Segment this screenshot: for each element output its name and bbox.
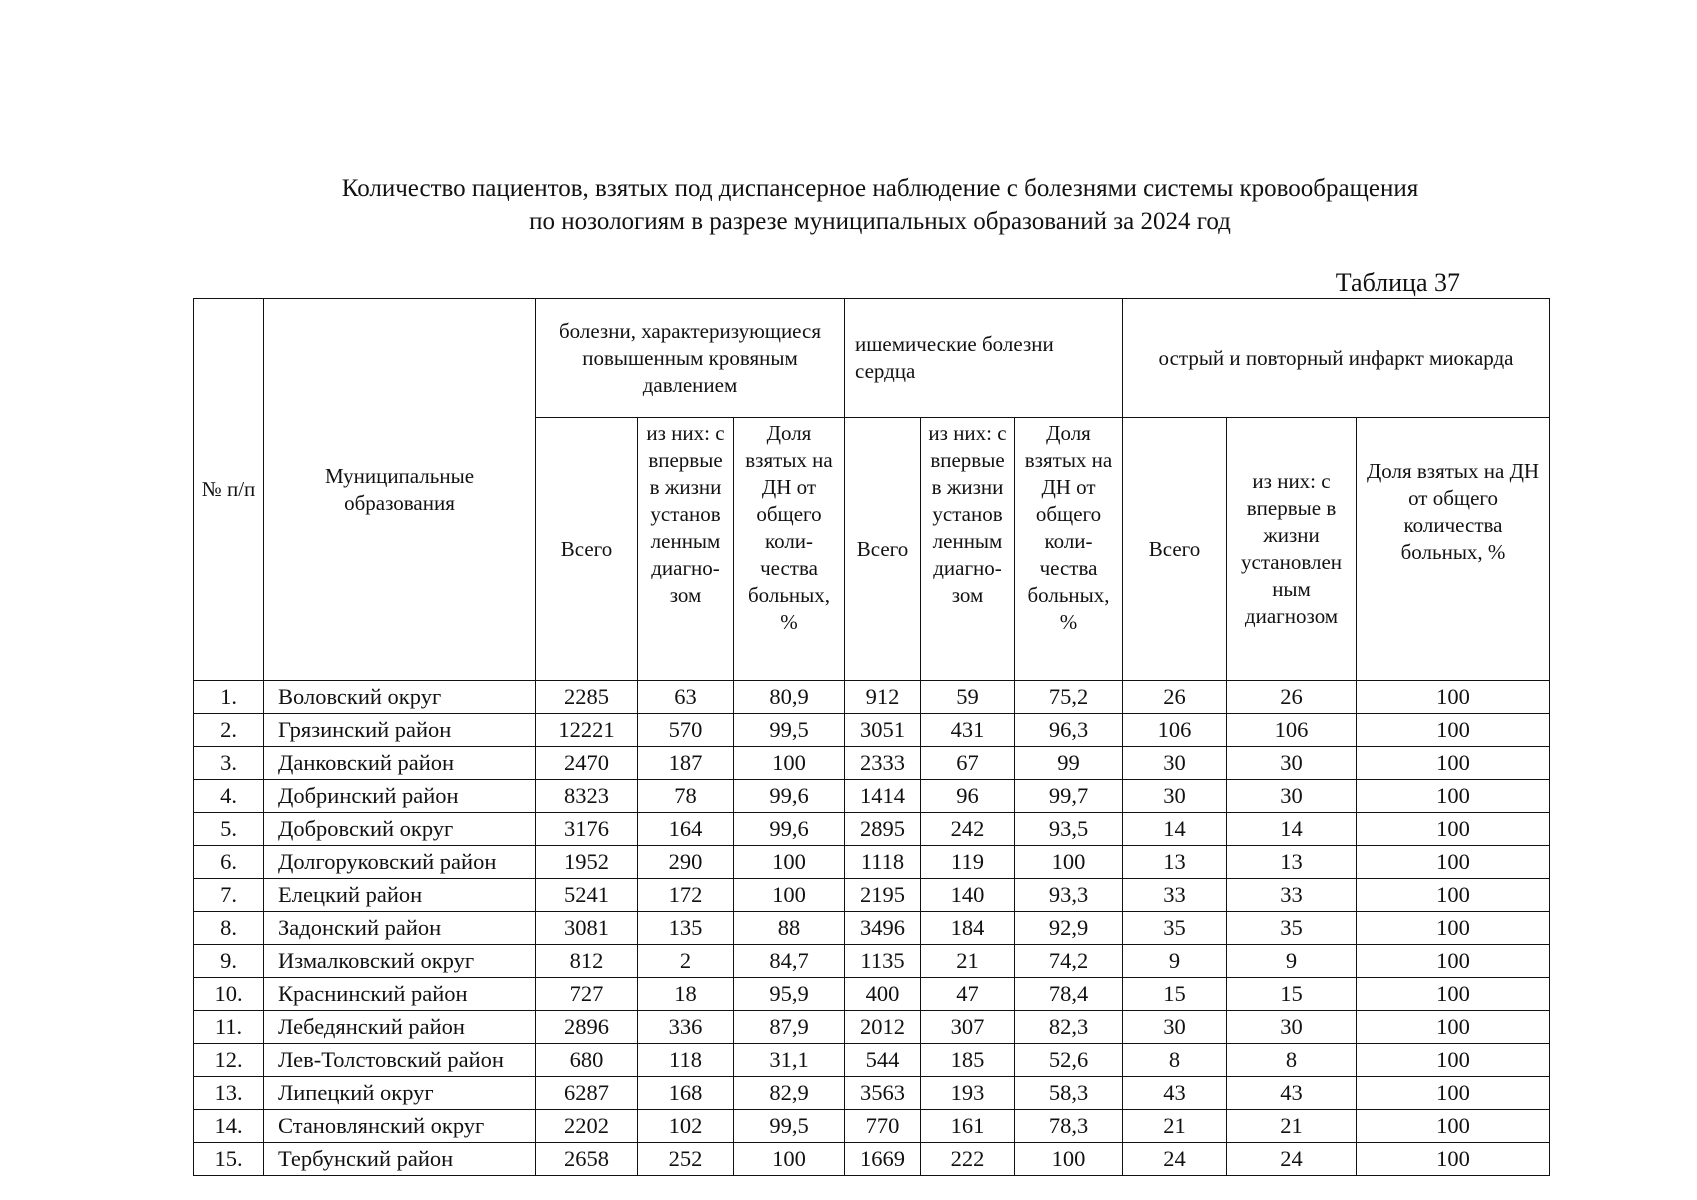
g1-share: 82,9 [734, 1077, 845, 1110]
g2-share: 75,2 [1015, 681, 1123, 714]
header-group-infarction: острый и повторный инфаркт миокарда [1123, 299, 1550, 418]
row-municipality: Данковский район [264, 747, 536, 780]
g1-first-time: 252 [638, 1143, 734, 1176]
row-num: 8. [194, 912, 264, 945]
header-g1-total: Всего [536, 418, 638, 681]
g1-share: 99,5 [734, 1110, 845, 1143]
row-municipality: Измалковский округ [264, 945, 536, 978]
g1-total: 2658 [536, 1143, 638, 1176]
g2-first-time: 67 [921, 747, 1015, 780]
g2-total: 2333 [845, 747, 921, 780]
g3-first-time: 24 [1227, 1143, 1357, 1176]
g1-share: 88 [734, 912, 845, 945]
row-municipality: Долгоруковский район [264, 846, 536, 879]
table-row [194, 945, 1550, 978]
header-row-groups [194, 299, 1550, 418]
g2-share: 96,3 [1015, 714, 1123, 747]
g1-share: 99,6 [734, 780, 845, 813]
g3-total: 35 [1123, 912, 1227, 945]
g3-first-time: 43 [1227, 1077, 1357, 1110]
row-num: 1. [194, 681, 264, 714]
g2-total: 1414 [845, 780, 921, 813]
g2-first-time: 222 [921, 1143, 1015, 1176]
g3-first-time: 14 [1227, 813, 1357, 846]
g3-share: 100 [1357, 879, 1550, 912]
g2-first-time: 96 [921, 780, 1015, 813]
g3-first-time: 33 [1227, 879, 1357, 912]
row-num: 15. [194, 1143, 264, 1176]
g2-share: 78,4 [1015, 978, 1123, 1011]
g1-share: 100 [734, 879, 845, 912]
row-municipality: Задонский район [264, 912, 536, 945]
g3-share: 100 [1357, 1044, 1550, 1077]
table-row [194, 879, 1550, 912]
g2-share: 99 [1015, 747, 1123, 780]
g3-first-time: 106 [1227, 714, 1357, 747]
g1-total: 1952 [536, 846, 638, 879]
document-title [180, 172, 1580, 238]
table-row [194, 714, 1550, 747]
g2-share: 58,3 [1015, 1077, 1123, 1110]
g1-share: 95,9 [734, 978, 845, 1011]
row-municipality: Воловский округ [264, 681, 536, 714]
g2-first-time: 119 [921, 846, 1015, 879]
g2-share: 52,6 [1015, 1044, 1123, 1077]
g2-total: 544 [845, 1044, 921, 1077]
g1-share: 84,7 [734, 945, 845, 978]
g3-first-time: 30 [1227, 747, 1357, 780]
g3-first-time: 35 [1227, 912, 1357, 945]
g2-first-time: 431 [921, 714, 1015, 747]
g1-total: 2896 [536, 1011, 638, 1044]
g1-total: 5241 [536, 879, 638, 912]
table-row [194, 1044, 1550, 1077]
g3-share: 100 [1357, 945, 1550, 978]
g3-total: 33 [1123, 879, 1227, 912]
g2-total: 1669 [845, 1143, 921, 1176]
g2-first-time: 184 [921, 912, 1015, 945]
g3-share: 100 [1357, 1011, 1550, 1044]
g3-first-time: 21 [1227, 1110, 1357, 1143]
row-municipality: Добровский округ [264, 813, 536, 846]
table-row [194, 681, 1550, 714]
g2-total: 912 [845, 681, 921, 714]
g1-share: 87,9 [734, 1011, 845, 1044]
g2-share: 74,2 [1015, 945, 1123, 978]
table-row [194, 780, 1550, 813]
g1-total: 3081 [536, 912, 638, 945]
header-group-ischemic: ишемические болезни сердца [845, 299, 1123, 418]
header-g3-first-time: из них: с впервые в жизни установлен ным диагнозом [1227, 418, 1357, 681]
g3-total: 26 [1123, 681, 1227, 714]
header-num: № п/п [194, 299, 264, 681]
row-num: 5. [194, 813, 264, 846]
g3-total: 21 [1123, 1110, 1227, 1143]
g2-first-time: 185 [921, 1044, 1015, 1077]
g3-total: 30 [1123, 780, 1227, 813]
g3-total: 30 [1123, 1011, 1227, 1044]
table-row [194, 1143, 1550, 1176]
title-line-2: по нозологиям в разрезе муниципальных образований за 2024 год [529, 208, 1231, 235]
g3-total: 30 [1123, 747, 1227, 780]
g1-first-time: 168 [638, 1077, 734, 1110]
row-municipality: Становлянский округ [264, 1110, 536, 1143]
g2-first-time: 307 [921, 1011, 1015, 1044]
g2-total: 2012 [845, 1011, 921, 1044]
g2-share: 93,3 [1015, 879, 1123, 912]
g3-total: 9 [1123, 945, 1227, 978]
g1-total: 2285 [536, 681, 638, 714]
g1-share: 99,6 [734, 813, 845, 846]
table-row [194, 747, 1550, 780]
g1-first-time: 102 [638, 1110, 734, 1143]
g1-first-time: 336 [638, 1011, 734, 1044]
g2-total: 1118 [845, 846, 921, 879]
g2-first-time: 140 [921, 879, 1015, 912]
g2-total: 3496 [845, 912, 921, 945]
g1-total: 2470 [536, 747, 638, 780]
table-row [194, 846, 1550, 879]
g2-first-time: 193 [921, 1077, 1015, 1110]
g1-total: 3176 [536, 813, 638, 846]
g1-share: 99,5 [734, 714, 845, 747]
g1-first-time: 290 [638, 846, 734, 879]
row-num: 12. [194, 1044, 264, 1077]
g3-first-time: 15 [1227, 978, 1357, 1011]
row-num: 14. [194, 1110, 264, 1143]
g1-total: 2202 [536, 1110, 638, 1143]
g1-total: 727 [536, 978, 638, 1011]
g2-total: 3051 [845, 714, 921, 747]
row-num: 6. [194, 846, 264, 879]
g1-first-time: 118 [638, 1044, 734, 1077]
g3-total: 14 [1123, 813, 1227, 846]
g1-total: 6287 [536, 1077, 638, 1110]
g3-first-time: 30 [1227, 780, 1357, 813]
g3-total: 24 [1123, 1143, 1227, 1176]
row-municipality: Краснинский район [264, 978, 536, 1011]
data-table [193, 298, 1550, 1176]
g3-total: 43 [1123, 1077, 1227, 1110]
g1-share: 80,9 [734, 681, 845, 714]
g1-first-time: 18 [638, 978, 734, 1011]
g1-first-time: 172 [638, 879, 734, 912]
g3-total: 15 [1123, 978, 1227, 1011]
g3-total: 106 [1123, 714, 1227, 747]
g2-share: 92,9 [1015, 912, 1123, 945]
g3-first-time: 30 [1227, 1011, 1357, 1044]
table-row [194, 912, 1550, 945]
g2-total: 1135 [845, 945, 921, 978]
g1-total: 812 [536, 945, 638, 978]
g1-first-time: 78 [638, 780, 734, 813]
table-row [194, 978, 1550, 1011]
header-municipality: Муниципальные образования [264, 299, 536, 681]
title-line-1: Количество пациентов, взятых под диспансерное наблюдение с болезнями системы кровообращения [341, 175, 1419, 202]
g1-share: 31,1 [734, 1044, 845, 1077]
g3-total: 8 [1123, 1044, 1227, 1077]
g2-first-time: 161 [921, 1110, 1015, 1143]
row-num: 4. [194, 780, 264, 813]
g3-share: 100 [1357, 714, 1550, 747]
g2-share: 93,5 [1015, 813, 1123, 846]
header-g3-total: Всего [1123, 418, 1227, 681]
g3-total: 13 [1123, 846, 1227, 879]
g2-total: 2895 [845, 813, 921, 846]
g2-total: 2195 [845, 879, 921, 912]
header-g2-share: Доля взятых на ДН от общего коли- чества больных, % [1015, 418, 1123, 681]
row-municipality: Тербунский район [264, 1143, 536, 1176]
g3-share: 100 [1357, 978, 1550, 1011]
row-municipality: Лебедянский район [264, 1011, 536, 1044]
row-num: 7. [194, 879, 264, 912]
g2-total: 400 [845, 978, 921, 1011]
row-num: 2. [194, 714, 264, 747]
table-row [194, 1110, 1550, 1143]
g1-share: 100 [734, 846, 845, 879]
g1-first-time: 570 [638, 714, 734, 747]
g2-first-time: 59 [921, 681, 1015, 714]
g3-first-time: 9 [1227, 945, 1357, 978]
g1-first-time: 2 [638, 945, 734, 978]
row-num: 11. [194, 1011, 264, 1044]
g1-first-time: 164 [638, 813, 734, 846]
g3-share: 100 [1357, 681, 1550, 714]
table-number-label: Таблица 37 [1335, 268, 1460, 297]
g2-total: 770 [845, 1110, 921, 1143]
g3-share: 100 [1357, 1077, 1550, 1110]
row-municipality: Липецкий округ [264, 1077, 536, 1110]
table-row [194, 1011, 1550, 1044]
g1-total: 680 [536, 1044, 638, 1077]
g3-share: 100 [1357, 1110, 1550, 1143]
g1-share: 100 [734, 1143, 845, 1176]
g2-share: 100 [1015, 846, 1123, 879]
row-num: 10. [194, 978, 264, 1011]
header-g2-total: Всего [845, 418, 921, 681]
table-row [194, 1077, 1550, 1110]
g1-total: 12221 [536, 714, 638, 747]
g2-total: 3563 [845, 1077, 921, 1110]
g3-share: 100 [1357, 813, 1550, 846]
header-group-hypertension: болезни, характеризующиеся повышенным кровяным давлением [536, 299, 845, 418]
g2-share: 82,3 [1015, 1011, 1123, 1044]
row-municipality: Грязинский район [264, 714, 536, 747]
g3-share: 100 [1357, 1143, 1550, 1176]
g2-first-time: 21 [921, 945, 1015, 978]
row-municipality: Добринский район [264, 780, 536, 813]
table-row [194, 813, 1550, 846]
g3-first-time: 8 [1227, 1044, 1357, 1077]
g3-first-time: 13 [1227, 846, 1357, 879]
g1-first-time: 63 [638, 681, 734, 714]
row-num: 3. [194, 747, 264, 780]
g3-share: 100 [1357, 846, 1550, 879]
g2-first-time: 47 [921, 978, 1015, 1011]
g1-first-time: 135 [638, 912, 734, 945]
g1-first-time: 187 [638, 747, 734, 780]
row-num: 13. [194, 1077, 264, 1110]
header-g3-share: Доля взятых на ДН от общего количества больных, % [1357, 418, 1550, 681]
g2-share: 99,7 [1015, 780, 1123, 813]
header-g1-share: Доля взятых на ДН от общего коли- чества больных, % [734, 418, 845, 681]
row-municipality: Елецкий район [264, 879, 536, 912]
g1-share: 100 [734, 747, 845, 780]
g3-share: 100 [1357, 912, 1550, 945]
row-num: 9. [194, 945, 264, 978]
g3-first-time: 26 [1227, 681, 1357, 714]
header-g1-first-time: из них: с впервые в жизни установ ленным диагно- зом [638, 418, 734, 681]
g2-first-time: 242 [921, 813, 1015, 846]
row-municipality: Лев-Толстовский район [264, 1044, 536, 1077]
g2-share: 100 [1015, 1143, 1123, 1176]
g1-total: 8323 [536, 780, 638, 813]
g3-share: 100 [1357, 747, 1550, 780]
g3-share: 100 [1357, 780, 1550, 813]
header-g2-first-time: из них: с впервые в жизни установ ленным диагно- зом [921, 418, 1015, 681]
g2-share: 78,3 [1015, 1110, 1123, 1143]
table-body [194, 681, 1550, 1176]
